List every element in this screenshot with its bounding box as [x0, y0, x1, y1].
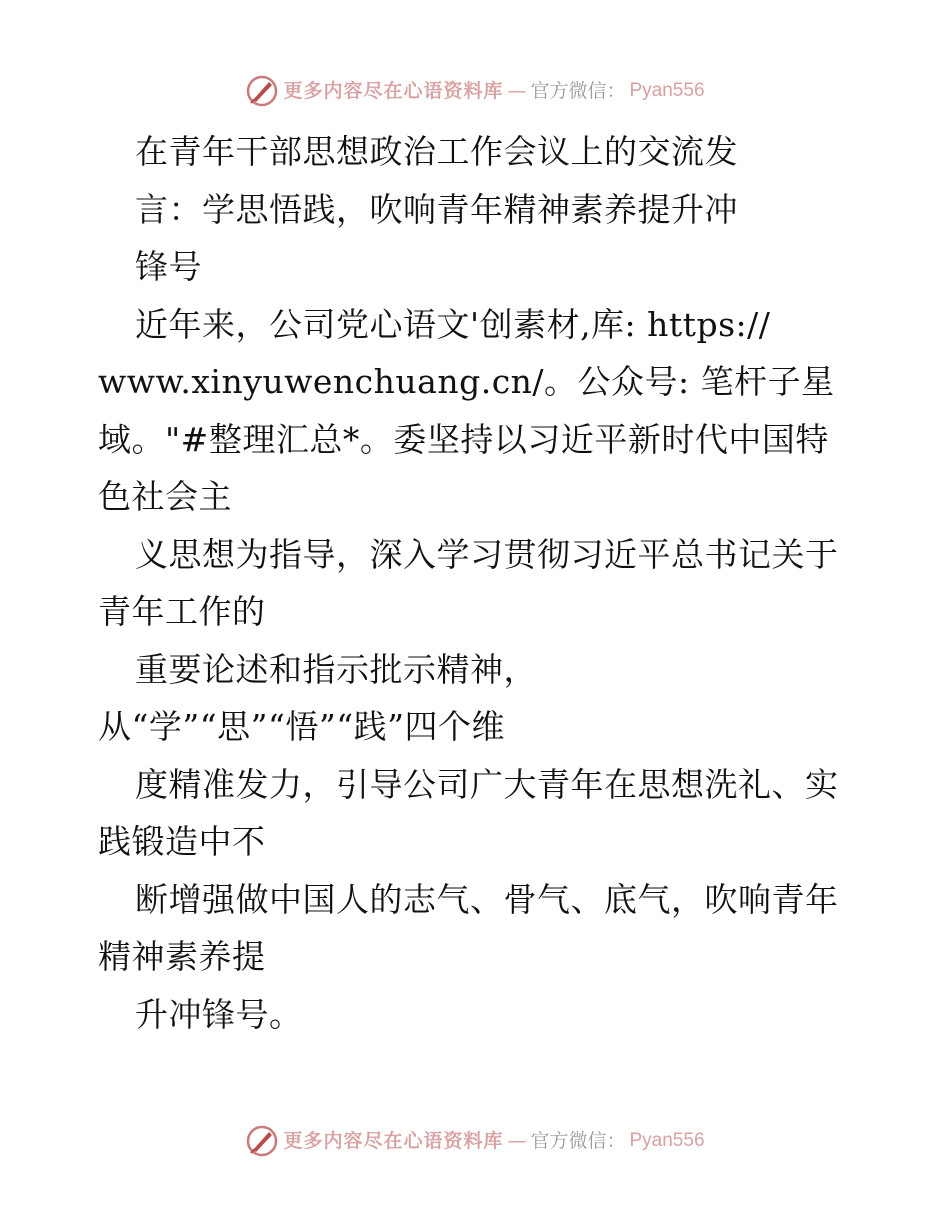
- watermark-wechat-label: 官方微信：: [530, 80, 626, 102]
- paragraph-line: 从“学”“思”“悟”“践”四个维: [98, 707, 505, 746]
- paragraph-line: 度精准发力，引导公司广大青年在思想洗礼、实: [135, 764, 839, 804]
- paragraph-line: 重要论述和指示批示精神，: [135, 649, 537, 689]
- title-line-1: 在青年干部思想政治工作会议上的交流发: [135, 132, 738, 171]
- watermark-wechat-id: Pyan556: [629, 1130, 705, 1151]
- quill-logo-icon: [245, 1124, 279, 1158]
- paragraph-line: 义思想为指导，深入学习贯彻习近平总书记关于: [135, 534, 839, 574]
- paragraph-line: 色社会主: [98, 477, 232, 516]
- paragraph-line: 青年工作的: [98, 592, 266, 631]
- paragraph-line: 域。"#整理汇总*。委坚持以习近平新时代中国特: [98, 419, 829, 459]
- paragraph-line: 近年来，公司党心语文'创素材,库: https://: [135, 304, 771, 344]
- quill-logo-icon: [245, 74, 279, 108]
- paragraph-line: 精神素养提: [98, 937, 266, 976]
- header-watermark: [0, 74, 950, 108]
- footer-watermark: [0, 1124, 950, 1158]
- paragraph-line: 践锻造中不: [98, 822, 266, 861]
- paragraph-line: www.xinyuwenchuang.cn/。公众号: 笔杆子星: [98, 362, 835, 401]
- watermark-wechat-id: Pyan556: [629, 80, 705, 101]
- watermark-dash: —: [507, 1130, 527, 1152]
- document-body: [98, 123, 858, 1043]
- paragraph-line: 断增强做中国人的志气、骨气、底气，吹响青年: [135, 879, 839, 919]
- watermark-dash: —: [507, 80, 527, 102]
- title-line-2: 言：学思悟践，吹响青年精神素养提升冲: [135, 189, 738, 229]
- paragraph-line: 升冲锋号。: [135, 994, 303, 1034]
- watermark-brand: 更多内容尽在心语资料库: [283, 80, 504, 102]
- watermark-brand: 更多内容尽在心语资料库: [283, 1130, 504, 1152]
- watermark-wechat-label: 官方微信：: [530, 1130, 626, 1152]
- title-line-3: 锋号: [135, 247, 202, 286]
